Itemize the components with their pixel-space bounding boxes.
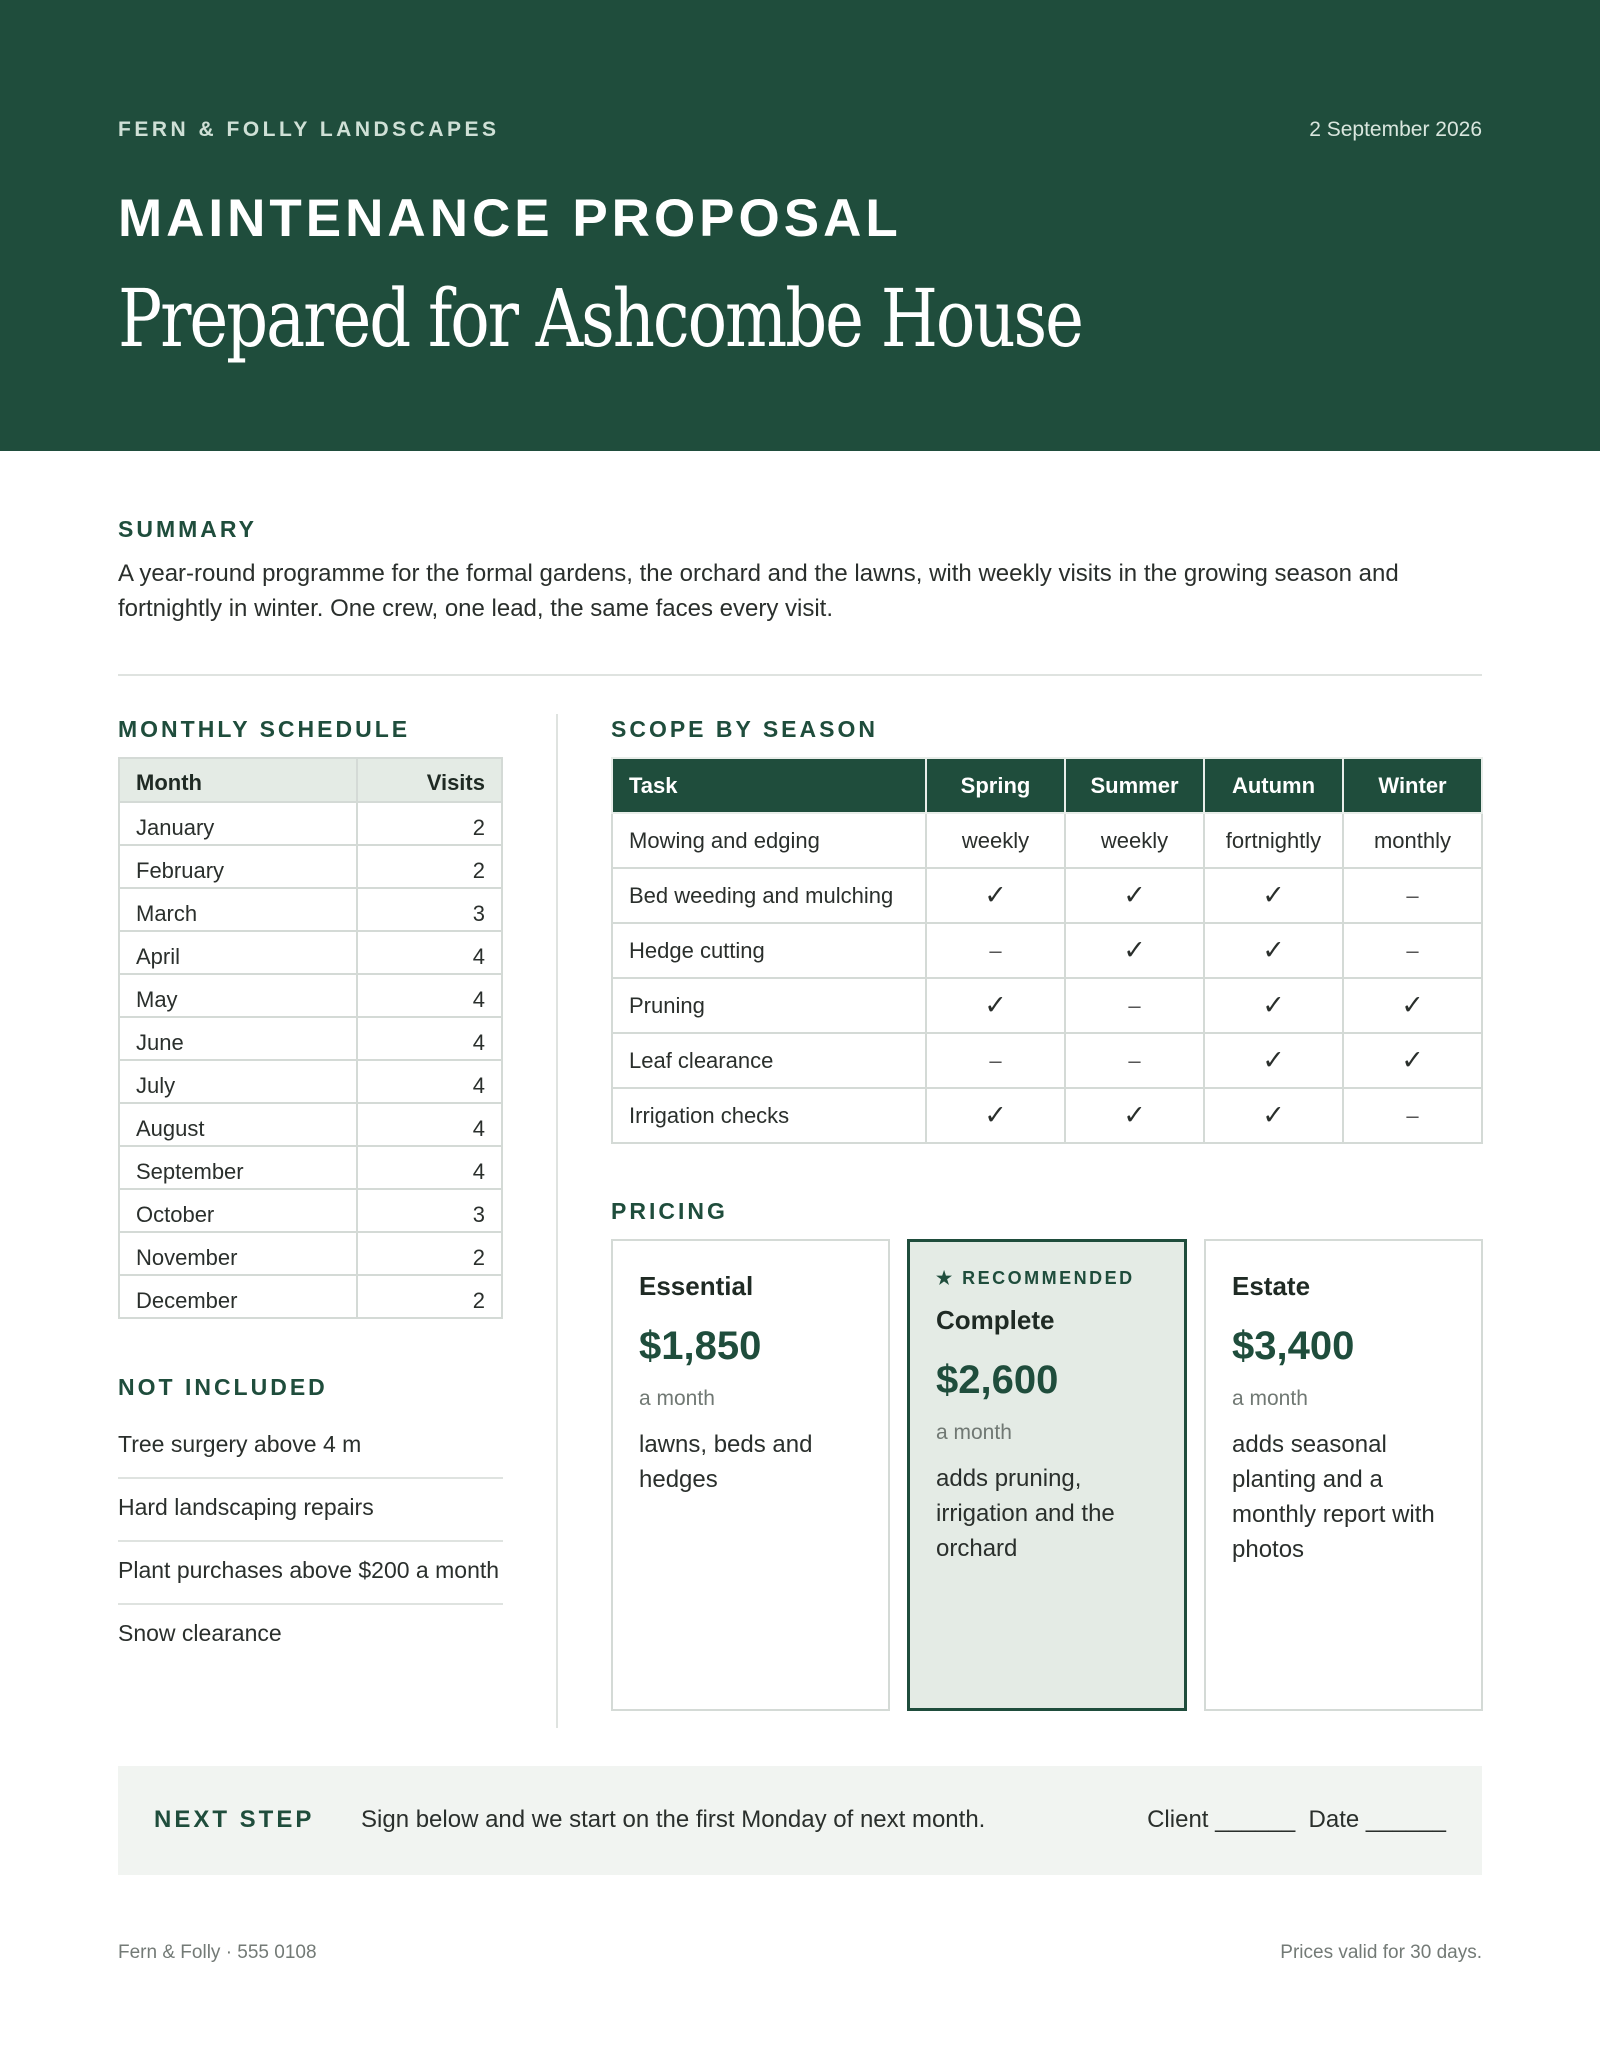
summary-heading: SUMMARY: [118, 516, 257, 542]
season-cell: ✓: [1204, 923, 1343, 978]
scope-heading: SCOPE BY SEASON: [611, 716, 878, 742]
plan-name: Estate: [1232, 1271, 1311, 1301]
month-cell: January: [119, 802, 357, 845]
season-cell: weekly: [926, 813, 1065, 868]
column-header-summer: Summer: [1065, 758, 1204, 813]
schedule-heading: MONTHLY SCHEDULE: [118, 716, 411, 742]
plan-card-estate: [1204, 1239, 1483, 1711]
season-cell: –: [1065, 1033, 1204, 1088]
table-row: [612, 978, 1482, 1033]
season-cell: ✓: [1204, 1033, 1343, 1088]
month-cell: February: [119, 845, 357, 888]
season-cell: ✓: [926, 868, 1065, 923]
visits-cell: 2: [357, 1275, 502, 1318]
season-cell: ✓: [1204, 978, 1343, 1033]
document-subtitle: Prepared for Ashcombe House: [118, 272, 1082, 365]
list-item: Snow clearance: [118, 1620, 282, 1646]
season-cell: –: [1065, 978, 1204, 1033]
season-cell: –: [926, 923, 1065, 978]
pricing-heading: PRICING: [611, 1198, 728, 1224]
task-cell: Pruning: [612, 978, 926, 1033]
not-included-heading: NOT INCLUDED: [118, 1374, 328, 1400]
column-header-winter: Winter: [1343, 758, 1482, 813]
plan-price: $2,600: [936, 1358, 1059, 1402]
table-row: [119, 802, 502, 845]
column-header-visits: Visits: [357, 758, 502, 802]
task-cell: Mowing and edging: [612, 813, 926, 868]
table-row: [119, 1060, 502, 1103]
season-cell: –: [926, 1033, 1065, 1088]
summary-text: A year-round programme for the formal gardens, the orchard and the lawns, with weekly visits in the growing season and fortnightly in winter. One crew, one lead, the same faces every visit.: [118, 560, 1399, 622]
column-header-spring: Spring: [926, 758, 1065, 813]
next-step-label: NEXT STEP: [154, 1806, 315, 1833]
column-header-task: Task: [612, 758, 926, 813]
proposal-date: 2 September 2026: [1309, 118, 1482, 141]
plan-description: adds seasonal planting and a monthly report with photos: [1232, 1431, 1435, 1563]
table-row: [612, 923, 1482, 978]
table-row: [119, 1275, 502, 1318]
table-row: [612, 813, 1482, 868]
visits-cell: 2: [357, 1232, 502, 1275]
list-item: Tree surgery above 4 m: [118, 1416, 503, 1479]
list-item: Plant purchases above $200 a month: [118, 1542, 503, 1605]
season-cell: ✓: [926, 1088, 1065, 1143]
section-divider: [118, 674, 1482, 676]
month-cell: July: [119, 1060, 357, 1103]
season-cell: –: [1343, 868, 1482, 923]
month-cell: October: [119, 1189, 357, 1232]
table-row: [119, 1189, 502, 1232]
plan-name: Essential: [639, 1271, 754, 1301]
footer-contact: Fern & Folly · 555 0108: [118, 1942, 317, 1963]
table-row: [119, 1103, 502, 1146]
plan-period: a month: [1232, 1387, 1308, 1410]
table-header-row: [612, 758, 1482, 813]
visits-cell: 2: [357, 802, 502, 845]
season-cell: ✓: [1343, 1033, 1482, 1088]
next-step-panel: [118, 1766, 1482, 1875]
plan-description: adds pruning, irrigation and the orchard: [936, 1465, 1115, 1562]
table-row: [119, 845, 502, 888]
recommended-badge: ★ RECOMMENDED: [936, 1268, 1135, 1288]
season-cell: ✓: [1065, 868, 1204, 923]
season-cell: ✓: [1204, 868, 1343, 923]
month-cell: September: [119, 1146, 357, 1189]
header-banner: [0, 0, 1600, 451]
visits-cell: 4: [357, 974, 502, 1017]
month-cell: April: [119, 931, 357, 974]
month-cell: December: [119, 1275, 357, 1318]
table-row: [119, 974, 502, 1017]
season-cell: ✓: [1065, 1088, 1204, 1143]
task-cell: Bed weeding and mulching: [612, 868, 926, 923]
plan-price: $3,400: [1232, 1324, 1355, 1368]
visits-cell: 2: [357, 845, 502, 888]
column-header-autumn: Autumn: [1204, 758, 1343, 813]
document-title: MAINTENANCE PROPOSAL: [118, 189, 902, 248]
visits-cell: 4: [357, 1103, 502, 1146]
month-cell: November: [119, 1232, 357, 1275]
not-included-list: [118, 1416, 503, 1666]
plan-description: lawns, beds and hedges: [639, 1431, 813, 1493]
season-cell: fortnightly: [1204, 813, 1343, 868]
visits-cell: 4: [357, 931, 502, 974]
footer-validity: Prices valid for 30 days.: [1280, 1942, 1482, 1963]
table-row: [119, 931, 502, 974]
visits-cell: 3: [357, 1189, 502, 1232]
month-cell: August: [119, 1103, 357, 1146]
season-cell: –: [1343, 1088, 1482, 1143]
season-cell: ✓: [1343, 978, 1482, 1033]
plan-period: a month: [639, 1387, 715, 1410]
scope-by-season-table: [611, 757, 1483, 1144]
season-cell: monthly: [1343, 813, 1482, 868]
season-cell: ✓: [1204, 1088, 1343, 1143]
table-row: [612, 868, 1482, 923]
visits-cell: 3: [357, 888, 502, 931]
next-step-text: Sign below and we start on the first Monday of next month.: [361, 1806, 986, 1833]
plan-price: $1,850: [639, 1324, 762, 1368]
plan-period: a month: [936, 1421, 1012, 1444]
column-header-month: Month: [119, 758, 357, 802]
table-row: [119, 1146, 502, 1189]
plan-name: Complete: [936, 1305, 1055, 1335]
table-row: [119, 1017, 502, 1060]
task-cell: Hedge cutting: [612, 923, 926, 978]
task-cell: Irrigation checks: [612, 1088, 926, 1143]
table-row: [119, 888, 502, 931]
table-row: [612, 1033, 1482, 1088]
visits-cell: 4: [357, 1146, 502, 1189]
monthly-schedule-table: [118, 757, 503, 1319]
column-divider: [556, 714, 558, 1728]
plan-card-essential: [611, 1239, 890, 1711]
list-item: Hard landscaping repairs: [118, 1479, 503, 1542]
season-cell: weekly: [1065, 813, 1204, 868]
season-cell: ✓: [926, 978, 1065, 1033]
plan-card-complete: [907, 1239, 1187, 1711]
season-cell: –: [1343, 923, 1482, 978]
table-row: [612, 1088, 1482, 1143]
month-cell: June: [119, 1017, 357, 1060]
month-cell: May: [119, 974, 357, 1017]
month-cell: March: [119, 888, 357, 931]
visits-cell: 4: [357, 1060, 502, 1103]
task-cell: Leaf clearance: [612, 1033, 926, 1088]
table-header-row: [119, 758, 502, 802]
company-name: FERN & FOLLY LANDSCAPES: [118, 118, 500, 141]
signature-line: Client ______ Date ______: [1147, 1806, 1446, 1833]
season-cell: ✓: [1065, 923, 1204, 978]
table-row: [119, 1232, 502, 1275]
visits-cell: 4: [357, 1017, 502, 1060]
